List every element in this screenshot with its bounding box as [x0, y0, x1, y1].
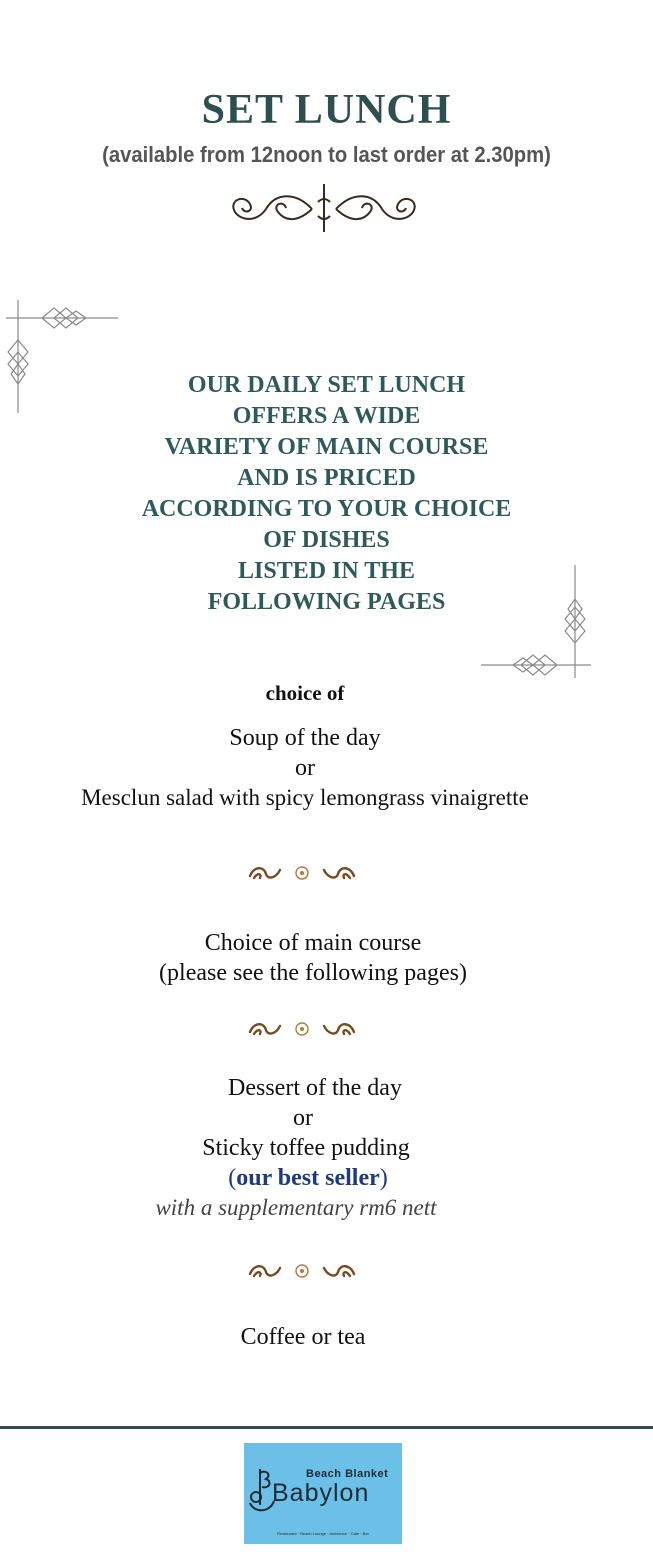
divider-ornament	[246, 1260, 358, 1282]
or-label: or	[293, 1105, 313, 1131]
logo-brand-large: Babylon	[272, 1479, 370, 1507]
or-label: or	[295, 755, 315, 781]
intro-line: OFFERS A WIDE	[232, 403, 421, 429]
intro-line: LISTED IN THE	[238, 558, 415, 584]
best-seller-label: our best seller	[236, 1165, 380, 1191]
intro-line: AND IS PRICED	[237, 465, 416, 491]
divider-ornament	[246, 1018, 358, 1040]
corner-ornament-bottom-right	[479, 565, 593, 680]
drinks-line: Coffee or tea	[240, 1324, 366, 1350]
footer-rule	[0, 1426, 653, 1429]
logo-brand-small: Beach Blanket	[306, 1468, 389, 1480]
choice-of-heading: choice of	[265, 681, 345, 705]
starter-section	[0, 723, 610, 813]
intro-line: FOLLOWING PAGES	[207, 589, 446, 615]
paren-open: (	[228, 1165, 237, 1191]
flourish-ornament	[226, 182, 422, 234]
supplement-note: with a supplementary rm6 nett	[155, 1195, 437, 1220]
logo-tagline: Restaurant · Beach Lounge · Ambience · Cafe · Bar	[277, 1531, 369, 1536]
main-course-line: Choice of main course	[204, 930, 422, 956]
dessert-section	[0, 1073, 606, 1223]
intro-line: OUR DAILY SET LUNCH	[187, 372, 466, 398]
brand-logo	[244, 1443, 402, 1544]
best-seller-note	[0, 1163, 606, 1193]
intro-line: ACCORDING TO YOUR CHOICE	[141, 496, 512, 522]
paren-close: )	[379, 1165, 388, 1191]
starter-option-salad: Mesclun salad with spicy lemongrass vinaigrette	[81, 785, 529, 810]
main-course-note: (please see the following pages)	[159, 960, 467, 986]
divider-ornament	[246, 862, 358, 884]
page-title: SET LUNCH	[201, 87, 452, 133]
starter-option-soup: Soup of the day	[229, 725, 381, 751]
intro-line: VARIETY OF MAIN COURSE	[164, 434, 489, 460]
intro-line: OF DISHES	[263, 527, 390, 553]
dessert-option-day: Dessert of the day	[228, 1075, 402, 1101]
availability-subtitle: (available from 12noon to last order at 2.30pm)	[102, 142, 551, 167]
main-course-section	[0, 928, 626, 988]
dessert-option-pudding: Sticky toffee pudding	[202, 1135, 410, 1161]
